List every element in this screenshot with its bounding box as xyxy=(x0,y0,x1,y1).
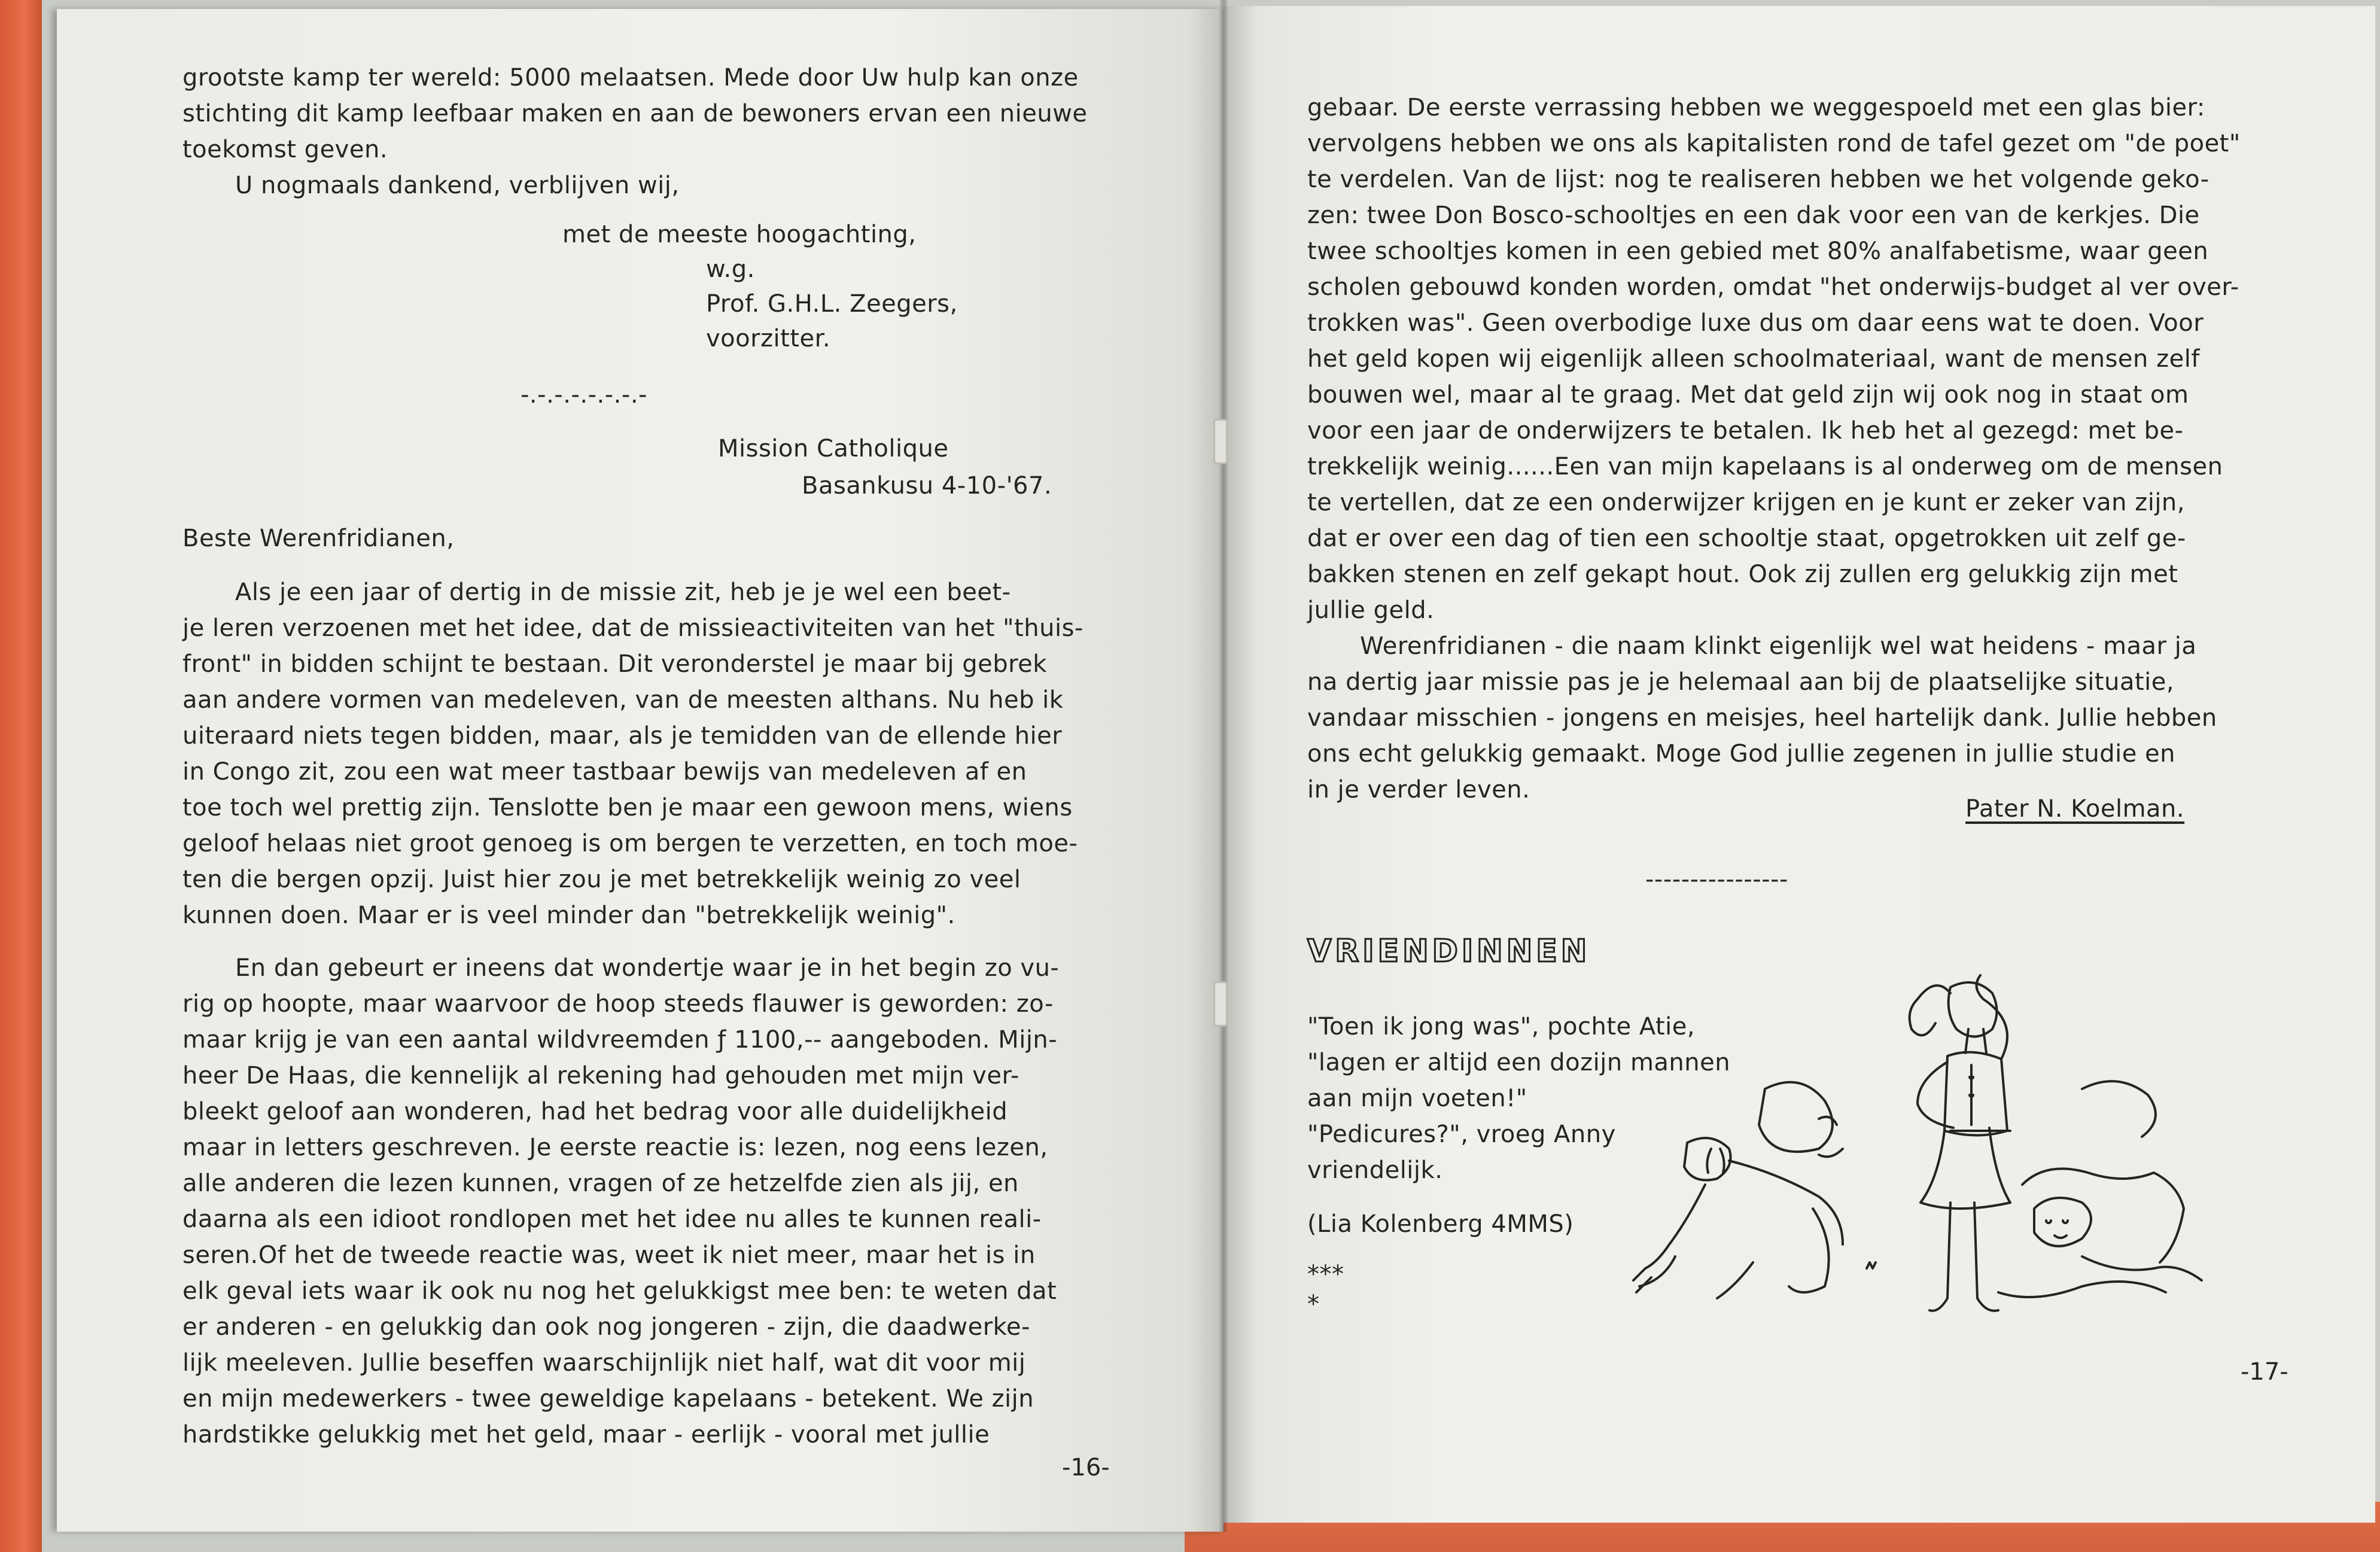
credit: (Lia Kolenberg 4MMS) xyxy=(1307,1210,1574,1238)
wg-line: w.g. xyxy=(706,255,755,283)
page-number-right: -17- xyxy=(2241,1358,2288,1386)
letter-paragraph-1 xyxy=(182,574,1084,933)
divider-right: ---------------- xyxy=(1645,866,1788,893)
section-title-vriendinnen: VRIENDINNEN xyxy=(1307,933,1591,969)
text-line: "Pedicures?", vroeg Anny xyxy=(1307,1121,1616,1148)
text-line: "Toen ik jong was", pochte Atie, xyxy=(1307,1013,1696,1040)
text-line: er anderen - en gelukkig dan ook nog jongeren - zijn, die daadwerke- xyxy=(182,1313,1030,1341)
text-line: en mijn medewerkers - twee geweldige kapelaans - betekent. We zijn xyxy=(182,1385,1034,1413)
text-line: bleekt geloof aan wonderen, had het bedrag voor alle duidelijkheid xyxy=(182,1098,1008,1125)
salutation: Beste Werenfridianen, xyxy=(182,525,455,552)
signer-name: Prof. G.H.L. Zeegers, xyxy=(706,290,958,318)
text-line: "lagen er altijd een dozijn mannen xyxy=(1307,1049,1731,1076)
text-line: scholen gebouwd konden worden, omdat "het onderwijs-budget al ver over- xyxy=(1307,273,2239,301)
text-line: elk geval iets waar ik ook nu nog het gelukkigst mee ben: te weten dat xyxy=(182,1277,1057,1305)
text-line: vandaar misschien - jongens en meisjes, heel hartelijk dank. Jullie hebben xyxy=(1307,704,2217,732)
text-line: te vertellen, dat ze een onderwijzer krijgen en je kunt er zeker van zijn, xyxy=(1307,489,2185,516)
place-date: Basankusu 4-10-'67. xyxy=(802,472,1052,500)
cover-edge xyxy=(0,0,42,1552)
text-line: bakken stenen en zelf gekapt hout. Ook zij zullen erg gelukkig zijn met xyxy=(1307,561,2178,588)
text-line: ons echt gelukkig gemaakt. Moge God jullie zegenen in jullie studie en xyxy=(1307,740,2176,768)
text-line: je leren verzoenen met het idee, dat de missieactiviteiten van het "thuis- xyxy=(182,614,1084,642)
text-line: front" in bidden schijnt te bestaan. Dit veronderstel je maar bij gebrek xyxy=(182,650,1047,678)
book-gutter xyxy=(1219,0,1228,1532)
staple-top xyxy=(1213,419,1228,464)
signature: Pater N. Koelman. xyxy=(1965,795,2185,823)
letter-paragraph-2 xyxy=(182,950,1059,1453)
text-line: trokken was". Geen overbodige luxe dus om daar eens wat te doen. Voor xyxy=(1307,309,2204,337)
text-line: in je verder leven. xyxy=(1307,776,1530,804)
text-line: gebaar. De eerste verrassing hebben we weggespoeld met een glas bier: xyxy=(1307,94,2205,121)
text-line: seren.Of het de tweede reactie was, weet ik niet meer, maar het is in xyxy=(182,1241,1036,1269)
closing-line: met de meeste hoogachting, xyxy=(562,221,917,248)
text-line: zen: twee Don Bosco-schooltjes en een dak voor een van de kerkjes. Die xyxy=(1307,202,2200,229)
text-line: alle anderen die lezen kunnen, vragen of ze hetzelfde zien als jij, en xyxy=(182,1170,1019,1197)
text-line: dat er over een dag of tien een schooltje staat, opgetrokken uit zelf ge- xyxy=(1307,525,2186,552)
text-line: heer De Haas, die kennelijk al rekening had gehouden met mijn ver- xyxy=(182,1062,1019,1090)
text-line: toekomst geven. xyxy=(182,136,388,163)
text-line: vervolgens hebben we ons als kapitalisten rond de tafel gezet om "de poet" xyxy=(1307,130,2241,157)
stars: *** xyxy=(1307,1261,1344,1288)
text-line: het geld kopen wij eigenlijk alleen schoolmateriaal, want de mensen zelf xyxy=(1307,345,2200,373)
divider: -.-.-.-.-.-.-.- xyxy=(521,381,647,409)
text-line: grootste kamp ter wereld: 5000 melaatsen. Mede door Uw hulp kan onze xyxy=(182,64,1079,92)
cartoon-illustration xyxy=(1615,957,2214,1436)
text-line: Als je een jaar of dertig in de missie zit, heb je je wel een beet- xyxy=(235,579,1011,606)
text-line: hardstikke gelukkig met het geld, maar - eerlijk - vooral met jullie xyxy=(182,1421,990,1448)
right-paragraph-1 xyxy=(1307,90,2241,808)
page-number-left: -16- xyxy=(1062,1454,1110,1481)
text-line: lijk meeleven. Jullie beseffen waarschijnlijk niet half, wat dit voor mij xyxy=(182,1349,1026,1377)
left-intro-text xyxy=(182,60,1088,203)
text-line: te verdelen. Van de lijst: nog te realiseren hebben we het volgende geko- xyxy=(1307,166,2209,193)
text-line: bouwen wel, maar al te graag. Met dat geld zijn wij ook nog in staat om xyxy=(1307,381,2189,409)
text-line: jullie geld. xyxy=(1307,597,1435,624)
text-line: aan andere vormen van medeleven, van de meesten althans. Nu heb ik xyxy=(182,686,1064,714)
text-line: rig op hoopte, maar waarvoor de hoop steeds flauwer is geworden: zo- xyxy=(182,990,1054,1018)
text-line: trekkelijk weinig......Een van mijn kapelaans is al onderweg om de mensen xyxy=(1307,453,2223,480)
text-line: voor een jaar de onderwijzers te betalen. Ik heb het al gezegd: met be- xyxy=(1307,417,2184,445)
text-line: kunnen doen. Maar er is veel minder dan "betrekkelijk weinig". xyxy=(182,902,955,929)
text-line: maar in letters geschreven. Je eerste reactie is: lezen, nog eens lezen, xyxy=(182,1134,1048,1161)
text-line: ten die bergen opzij. Juist hier zou je met betrekkelijk weinig zo veel xyxy=(182,866,1021,893)
thanks-line: U nogmaals dankend, verblijven wij, xyxy=(235,172,680,199)
text-line: En dan gebeurt er ineens dat wondertje waar je in het begin zo vu- xyxy=(235,954,1060,982)
text-line: maar krijg je van een aantal wildvreemden ƒ 1100,-- aangeboden. Mijn- xyxy=(182,1026,1058,1054)
text-line: in Congo zit, zou een wat meer tastbaar bewijs van medeleven af en xyxy=(182,758,1027,786)
staple-bottom xyxy=(1213,981,1228,1027)
text-line: daarna als een idioot rondlopen met het idee nu alles te kunnen reali- xyxy=(182,1206,1042,1233)
text-line: twee schooltjes komen in een gebied met 80% analfabetisme, waar geen xyxy=(1307,238,2209,265)
text-line: stichting dit kamp leefbaar maken en aan de bewoners ervan een nieuwe xyxy=(182,100,1088,127)
text-line: geloof helaas niet groot genoeg is om bergen te verzetten, en toch moe- xyxy=(182,830,1078,857)
text-line: toe toch wel prettig zijn. Tenslotte ben je maar een gewoon mens, wiens xyxy=(182,794,1073,821)
text-line: vriendelijk. xyxy=(1307,1157,1443,1184)
star: * xyxy=(1307,1291,1320,1318)
mission-heading: Mission Catholique xyxy=(718,435,949,462)
text-line: Werenfridianen - die naam klinkt eigenlijk wel wat heidens - maar ja xyxy=(1360,632,2197,660)
signer-role: voorzitter. xyxy=(706,325,831,352)
text-line: na dertig jaar missie pas je je helemaal aan bij de plaatselijke situatie, xyxy=(1307,668,2175,696)
text-line: uiteraard niets tegen bidden, maar, als je temidden van de ellende hier xyxy=(182,722,1063,750)
text-line: aan mijn voeten!" xyxy=(1307,1085,1527,1112)
